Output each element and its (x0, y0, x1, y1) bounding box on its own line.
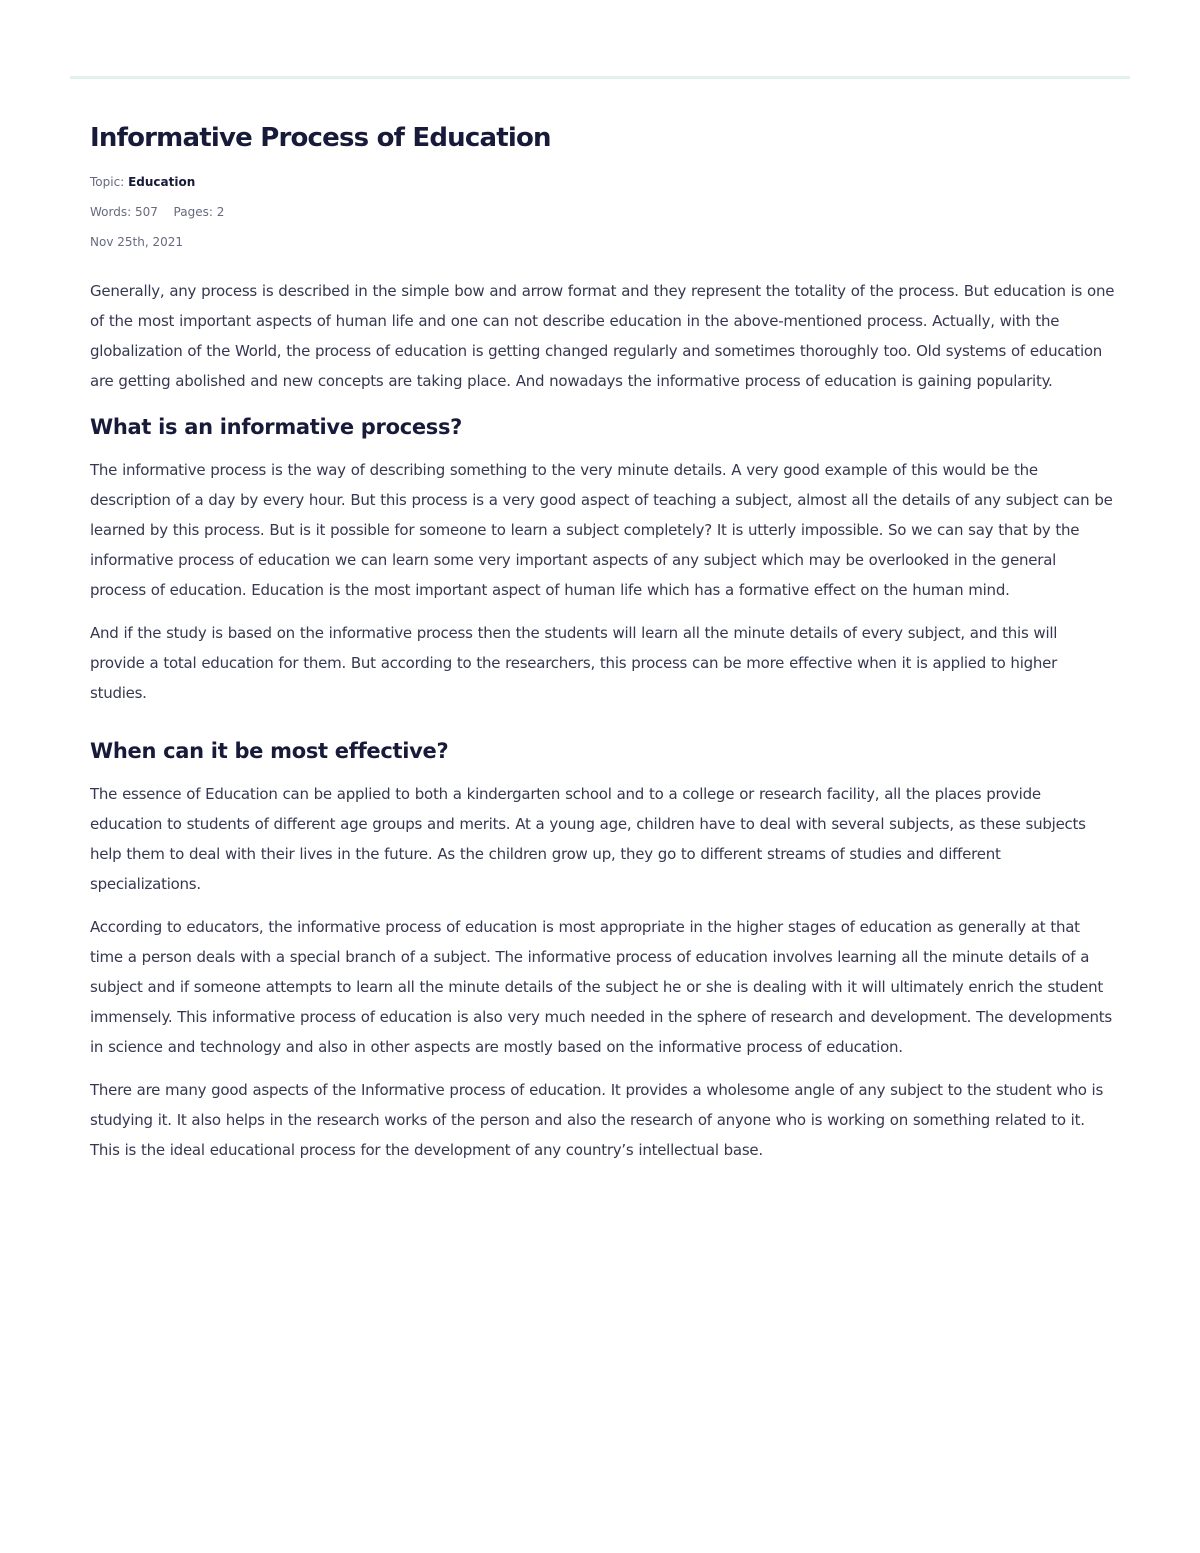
pages-label: Pages: (173, 205, 213, 219)
body-paragraph: According to educators, the informative process of education is most appropriate in the higher stages of education as generally at that time a person deals with a special branch of a subject. The informative process of education involves learning all the minute details of a subject and if someone attempts to learn all the minute details of the subject he or she is dealing with it will ultimately enrich the student immensely. This informative process of education is also very much needed in the sphere of research and development. The developments in science and technology and also in other aspects are mostly based on the informative process of education. (90, 918, 1112, 1056)
topic-row (90, 167, 1115, 197)
essay-title: Informative Process of Education (90, 123, 551, 153)
body-paragraph: And if the study is based on the informative process then the students will learn all the minute details of every subject, and this will provide a total education for them. But according to the researchers, this process can be more effective when it is applied to higher studies. (90, 624, 1058, 702)
essay-content (90, 117, 1115, 1165)
publish-date: Nov 25th, 2021 (90, 235, 183, 249)
pages-count: 2 (216, 205, 225, 219)
section-heading: When can it be most effective? (90, 739, 449, 763)
words-label: Words: (90, 205, 132, 219)
stats-row (90, 197, 1115, 227)
top-divider (70, 76, 1130, 79)
intro-paragraph: Generally, any process is described in the simple bow and arrow format and they represent the totality of the process. But education is one of the most important aspects of human life and one can not describe education in the above-mentioned process. Actually, with the globalization of the World, the process of education is getting changed regularly and sometimes thoroughly too. Old systems of education are getting abolished and new concepts are taking place. And nowadays the informative process of education is gaining popularity. (90, 282, 1115, 390)
words-count: 507 (134, 205, 158, 219)
body-paragraph: There are many good aspects of the Informative process of education. It provides a wholesome angle of any subject to the student who is studying it. It also helps in the research works of the person and also the research of anyone who is working on something related to it. This is the ideal educational process for the development of any country’s intellectual base. (90, 1081, 1104, 1159)
topic-link[interactable]: Education (128, 175, 196, 189)
body-paragraph: The essence of Education can be applied to both a kindergarten school and to a college or research facility, all the places provide education to students of different age groups and merits. At a young age, children have to deal with several subjects, as these subjects help them to deal with their lives in the future. As the children grow up, they go to different streams of studies and different specializations. (90, 785, 1086, 893)
section-heading: What is an informative process? (90, 415, 463, 439)
essay-meta (90, 167, 1115, 257)
topic-label: Topic: (90, 175, 125, 189)
body-paragraph: The informative process is the way of describing something to the very minute details. A very good example of this would be the description of a day by every hour. But this process is a very good aspect of teaching a subject, almost all the details of any subject can be learned by this process. But is it possible for someone to learn a subject completely? It is utterly impossible. So we can say that by the informative process of education we can learn some very important aspects of any subject which may be overlooked in the general process of education. Education is the most important aspect of human life which has a formative effect on the human mind. (90, 461, 1113, 599)
date-row (90, 227, 1115, 257)
